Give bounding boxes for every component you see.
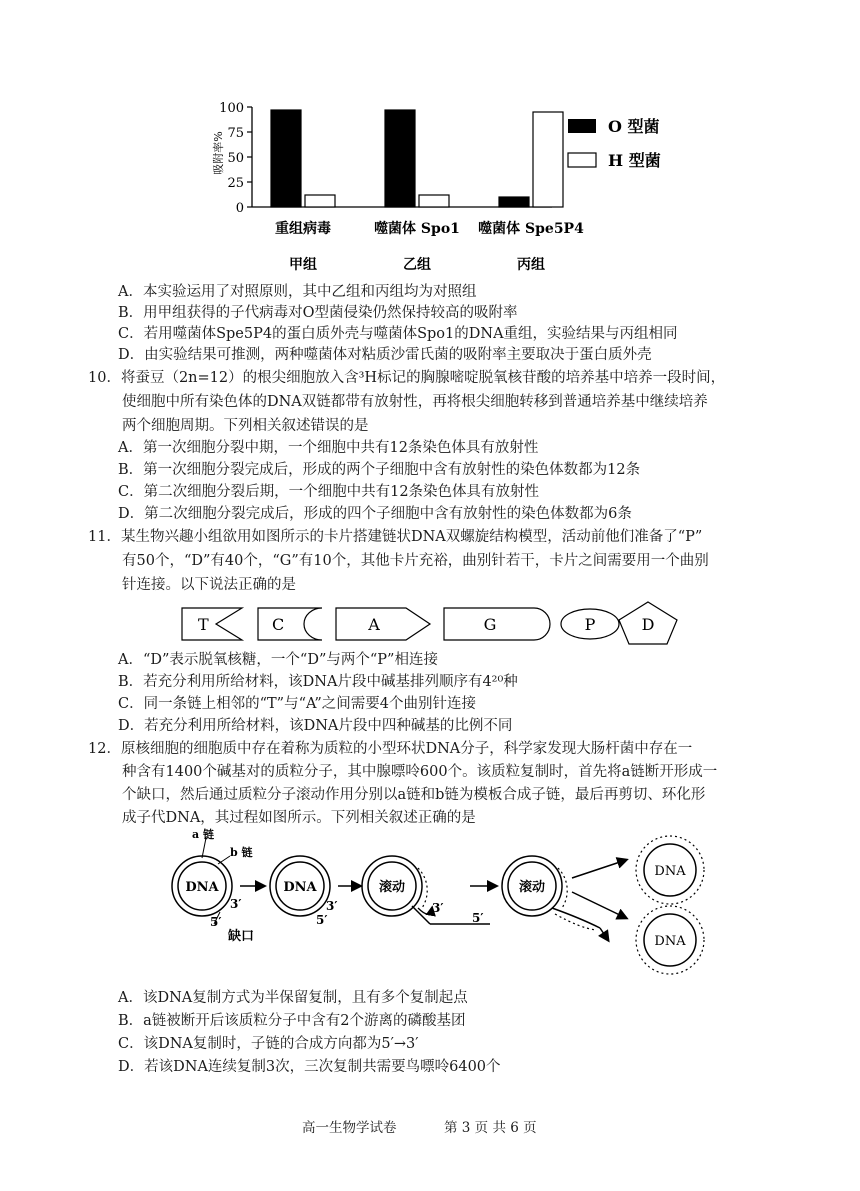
legend-label-o: O 型菌 bbox=[608, 117, 660, 136]
svg-text:5′: 5′ bbox=[472, 911, 484, 925]
q12-option-a: A．该DNA复制方式为半保留复制，且有多个复制起点 bbox=[118, 990, 468, 1006]
q12-option-b: B．a链被断开后该质粒分子中含有2个游离的磷酸基团 bbox=[118, 1013, 466, 1029]
q12-stem-line3: 个缺口，然后通过质粒分子滚动作用分别以a链和b链为模板合成子链，最后再剪切、环化形 bbox=[122, 787, 706, 803]
legend-swatch-o bbox=[568, 119, 596, 133]
bar-o-3 bbox=[499, 197, 529, 207]
q11-option-a: A．“D”表示脱氧核糖，一个“D”与两个“P”相连接 bbox=[118, 652, 438, 668]
y-tick-label: 25 bbox=[227, 176, 244, 191]
svg-text:3′: 3′ bbox=[326, 899, 338, 913]
card-a-label: A bbox=[368, 615, 380, 634]
card-t-label: T bbox=[198, 615, 209, 634]
q12-option-c: C．该DNA复制时，子链的合成方向都为5′→3′ bbox=[118, 1036, 419, 1052]
q9-option-a: A．本实验运用了对照原则，其中乙组和丙组均为对照组 bbox=[118, 284, 477, 300]
card-p-label: P bbox=[584, 615, 596, 634]
y-tick-label: 0 bbox=[235, 201, 244, 216]
q12-stem-line4: 成子代DNA，其过程如图所示。下列相关叙述正确的是 bbox=[122, 810, 476, 826]
svg-text:DNA: DNA bbox=[654, 934, 686, 949]
card-t bbox=[182, 608, 242, 640]
strand-a-label: a 链 bbox=[192, 828, 214, 841]
q10-stem-line2: 使细胞中所有染色体的DNA双链都带有放射性，再将根尖细胞转移到普通培养基中继续培养 bbox=[122, 394, 708, 410]
q10-stem-line1: 10．将蚕豆（2n=12）的根尖细胞放入含³H标记的胸腺嘧啶脱氧核苷酸的培养基中培养一段时间， bbox=[88, 370, 726, 386]
svg-text:3′: 3′ bbox=[432, 901, 444, 915]
svg-text:滚动: 滚动 bbox=[518, 880, 546, 895]
q9-option-b: B．用甲组获得的子代病毒对O型菌侵染仍然保持较高的吸附率 bbox=[118, 305, 518, 321]
card-g-label: G bbox=[483, 615, 497, 634]
plasmid-3-rolling bbox=[362, 856, 490, 925]
bar-h-2 bbox=[419, 195, 449, 207]
group-label-1: 甲组 bbox=[289, 257, 317, 273]
y-tick-label: 75 bbox=[227, 126, 244, 141]
svg-text:滚动: 滚动 bbox=[378, 880, 406, 895]
chart-ylabel: 吸附率% bbox=[212, 131, 225, 175]
strand-b-label: b 链 bbox=[230, 846, 253, 859]
q11-stem-line1: 11．某生物兴趣小组欲用如图所示的卡片搭建链状DNA双螺旋结构模型，活动前他们准备了“P” bbox=[88, 529, 703, 545]
category-label-3: 噬菌体 Spe5P4 bbox=[478, 221, 584, 237]
category-label-2: 噬菌体 Spo1 bbox=[374, 221, 460, 237]
plasmid-2 bbox=[270, 856, 338, 927]
footer-course-title: 高一生物学试卷 bbox=[302, 1120, 397, 1136]
svg-text:5′: 5′ bbox=[210, 915, 222, 929]
legend-label-h: H 型菌 bbox=[608, 151, 661, 170]
q10-option-d: D．第二次细胞分裂完成后，形成的四个子细胞中含有放射性的染色体数都为6条 bbox=[118, 506, 632, 522]
svg-text:DNA: DNA bbox=[185, 880, 219, 895]
svg-text:DNA: DNA bbox=[654, 864, 686, 879]
q11-stem-line3: 针连接。以下说法正确的是 bbox=[122, 577, 296, 593]
q11-option-b: B．若充分利用所给材料，该DNA片段中碱基排列顺序有4²⁰种 bbox=[118, 674, 518, 690]
bar-o-2 bbox=[385, 110, 415, 207]
card-d-label: D bbox=[641, 615, 655, 634]
daughter-plasmid-1 bbox=[636, 836, 704, 904]
y-tick-label: 50 bbox=[227, 151, 244, 166]
footer-page-number: 第 3 页 共 6 页 bbox=[444, 1120, 537, 1136]
legend-swatch-h bbox=[568, 153, 596, 167]
bar-o-1 bbox=[271, 110, 301, 207]
q9-option-d: D．由实验结果可推测，两种噬菌体对粘质沙雷氏菌的吸附率主要取决于蛋白质外壳 bbox=[118, 347, 652, 363]
q10-option-a: A．第一次细胞分裂中期，一个细胞中共有12条染色体具有放射性 bbox=[118, 440, 539, 456]
q12-option-d: D．若该DNA连续复制3次，三次复制共需要鸟嘌呤6400个 bbox=[118, 1059, 501, 1075]
card-c-label: C bbox=[272, 615, 285, 634]
plasmid-4-rolling bbox=[502, 856, 608, 940]
q11-option-d: D．若充分利用所给材料，该DNA片段中四种碱基的比例不同 bbox=[118, 718, 513, 734]
group-label-2: 乙组 bbox=[403, 257, 431, 273]
plasmid-rolling-replication-diagram bbox=[160, 828, 730, 978]
q12-stem-line2: 种含有1400个碱基对的质粒分子，其中腺嘌呤600个。该质粒复制时，首先将a链断开形成一 bbox=[122, 764, 718, 780]
dna-model-cards bbox=[170, 600, 690, 650]
y-tick-label: 100 bbox=[219, 101, 244, 116]
gap-label: 缺口 bbox=[228, 929, 255, 944]
svg-text:3′: 3′ bbox=[230, 897, 242, 911]
q10-option-c: C．第二次细胞分裂后期，一个细胞中共有12条染色体具有放射性 bbox=[118, 484, 540, 500]
daughter-plasmid-2 bbox=[636, 906, 704, 974]
card-g bbox=[444, 608, 550, 640]
svg-text:5′: 5′ bbox=[316, 913, 328, 927]
q10-option-b: B．第一次细胞分裂完成后，形成的两个子细胞中含有放射性的染色体数都为12条 bbox=[118, 462, 641, 478]
adsorption-bar-chart bbox=[200, 95, 720, 275]
q11-option-c: C．同一条链上相邻的“T”与“A”之间需要4个曲别针连接 bbox=[118, 696, 476, 712]
bar-h-1 bbox=[305, 195, 335, 207]
group-label-3: 丙组 bbox=[517, 257, 545, 273]
card-a bbox=[336, 608, 430, 640]
q11-stem-line2: 有50个，“D”有40个，“G”有10个，其他卡片充裕，曲别针若干，卡片之间需要用一个曲别 bbox=[122, 553, 709, 569]
q12-stem-line1: 12．原核细胞的细胞质中存在着称为质粒的小型环状DNA分子，科学家发现大肠杆菌中存在一 bbox=[88, 741, 693, 757]
q10-stem-line3: 两个细胞周期。下列相关叙述错误的是 bbox=[122, 418, 369, 434]
card-c bbox=[258, 608, 322, 640]
category-label-1: 重组病毒 bbox=[275, 221, 331, 237]
q9-option-c: C．若用噬菌体Spe5P4的蛋白质外壳与噬菌体Spo1的DNA重组，实验结果与丙组相同 bbox=[118, 326, 678, 342]
svg-text:DNA: DNA bbox=[283, 880, 317, 895]
bar-h-3 bbox=[533, 112, 563, 207]
